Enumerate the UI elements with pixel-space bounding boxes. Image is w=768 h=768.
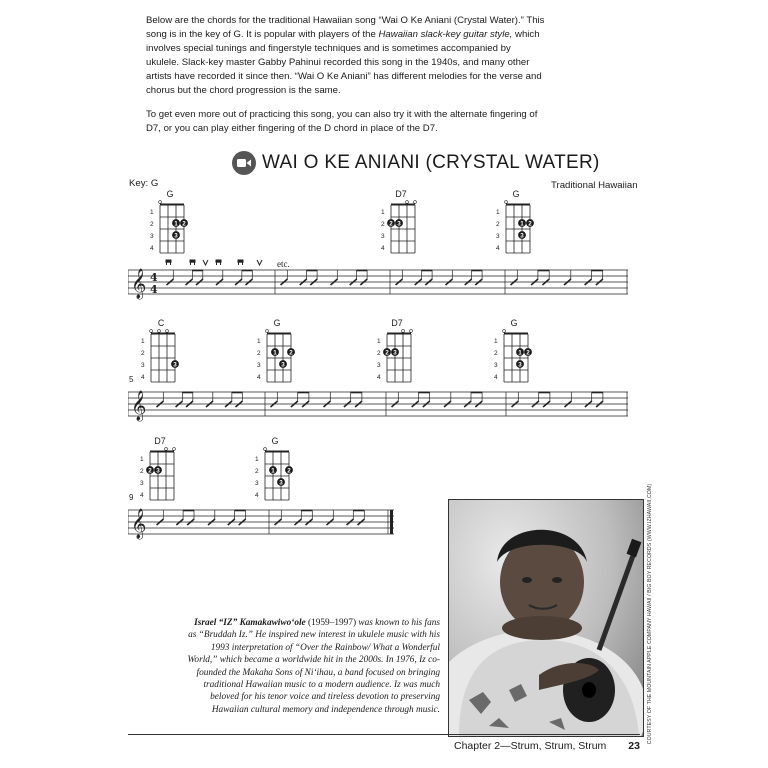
eighth-beam	[192, 270, 202, 272]
fret-label: 1	[150, 209, 154, 216]
eighth-beam	[351, 392, 362, 394]
finger-number: 3	[174, 232, 178, 240]
page-number: 23	[628, 740, 640, 752]
fret-label: 3	[255, 480, 259, 487]
chord-diagram	[253, 436, 297, 502]
fret-label: 2	[150, 221, 154, 228]
finger-number: 3	[173, 361, 177, 369]
fret-label: 3	[141, 362, 145, 369]
fret-label: 1	[494, 338, 498, 345]
nut	[265, 451, 289, 453]
open-string-marker	[414, 201, 417, 204]
eighth-beam	[242, 270, 252, 272]
finger-number: 1	[520, 220, 524, 228]
eighth-beam	[298, 392, 309, 394]
nut	[387, 333, 411, 335]
page-footer	[454, 740, 640, 752]
measure-number: 9	[129, 493, 134, 502]
finger-number: 2	[289, 349, 293, 357]
nut	[150, 451, 174, 453]
open-string-marker	[173, 448, 176, 451]
treble-clef-icon: 𝄞	[131, 509, 147, 539]
intro-emphasis: Hawaiian slack-key guitar style,	[378, 29, 513, 40]
chord-name: C	[157, 318, 165, 328]
fret-label: 3	[377, 362, 381, 369]
open-string-marker	[264, 448, 267, 451]
nut	[391, 204, 415, 206]
finger-number: 2	[287, 467, 291, 475]
intro-paragraph-1: Below are the chords for the traditional Hawaiian song “Wai O Ke Aniani (Crystal Water).” This song is in the key of G. It is popular with players of the Hawaiian slack-key guitar style, which involves special tunings and fingerstyle techniques and is sometimes accompanied by ukulele. Slack-key master Gabby Pahinui recorded this song in the 1940s, and many other artists have recorded it since then. “Wai O Ke Aniani” has different melodies for the verse and chorus but the chord progression is the same.	[146, 15, 545, 96]
time-signature	[150, 271, 158, 296]
fret-label: 4	[377, 374, 381, 381]
eighth-beam	[422, 270, 433, 272]
chapter-title: Chapter 2—Strum, Strum, Strum	[454, 740, 607, 752]
fret-label: 1	[140, 456, 144, 463]
chord-diagram	[255, 318, 299, 384]
fret-label: 3	[140, 480, 144, 487]
eighth-beam	[471, 392, 482, 394]
open-string-marker	[505, 201, 508, 204]
measure-number: 5	[129, 375, 134, 384]
finger-number: 3	[397, 220, 401, 228]
staff-system-1	[128, 258, 628, 302]
fret-label: 2	[381, 221, 385, 228]
fret-label: 1	[257, 338, 261, 345]
fret-label: 2	[377, 350, 381, 357]
fret-label: 3	[496, 233, 500, 240]
intro-text	[146, 14, 546, 146]
nut	[160, 204, 184, 206]
chord-diagram	[375, 318, 419, 384]
finger-number: 1	[271, 467, 275, 475]
photo-caption	[184, 617, 440, 716]
video-camera-icon[interactable]	[232, 151, 256, 175]
photo-credit: COURTESY OF THE MOUNTAIN APPLE COMPANY HAWAII / BIG BOY RECORDS (WWW.IZHAWAII.COM)	[647, 483, 653, 745]
strum-direction-marks	[166, 260, 262, 265]
fret-label: 1	[255, 456, 259, 463]
fret-label: 4	[381, 245, 385, 252]
fret-label: 4	[141, 374, 145, 381]
chord-diagram	[138, 436, 182, 502]
eighth-beam	[353, 510, 364, 512]
chord-name: D7	[395, 189, 407, 199]
fret-label: 1	[496, 209, 500, 216]
finger-number: 1	[273, 349, 277, 357]
fret-label: 1	[377, 338, 381, 345]
open-string-marker	[503, 330, 506, 333]
chord-diagram	[139, 318, 183, 384]
svg-text:4: 4	[150, 271, 158, 284]
final-barline	[390, 510, 393, 534]
fret-label: 4	[496, 245, 500, 252]
eighth-beam	[472, 270, 483, 272]
fret-label: 3	[150, 233, 154, 240]
song-title: WAI O KE ANIANI (CRYSTAL WATER)	[262, 152, 600, 173]
finger-number: 3	[281, 361, 285, 369]
finger-number: 2	[528, 220, 532, 228]
finger-number: 2	[526, 349, 530, 357]
eighth-beam	[539, 392, 550, 394]
caption-name: Israel “IZ” Kamakawiwo‘ole	[194, 618, 306, 628]
finger-number: 3	[156, 467, 160, 475]
fret-label: 2	[257, 350, 261, 357]
open-string-marker	[406, 201, 409, 204]
eighth-beam	[235, 510, 246, 512]
fret-label: 4	[150, 245, 154, 252]
song-title-block	[232, 150, 600, 176]
open-string-marker	[266, 330, 269, 333]
chord-name: D7	[154, 436, 166, 446]
photo-israel-kamakawiwoole	[448, 499, 644, 737]
chord-name: G	[166, 189, 174, 199]
attribution: Traditional Hawaiian	[551, 180, 638, 191]
staff-system-3	[128, 498, 398, 542]
nut	[151, 333, 175, 335]
fret-label: 4	[494, 374, 498, 381]
treble-clef-icon: 𝄞	[131, 269, 147, 299]
fret-label: 3	[494, 362, 498, 369]
eighth-beam	[232, 392, 242, 394]
eighth-beam	[182, 392, 192, 394]
fret-label: 2	[141, 350, 145, 357]
open-string-marker	[158, 330, 161, 333]
caption-text: was known to his fans as “Bruddah Iz.” He inspired new interest in ukulele music with his 1993 interpretation of “Over the Rainbow/ What a Wonderful World,” which became a worldwide hit in the 2000s. In 1976, Iz co-founded the Makaha Sons of Ni‘ihau, a band focused on bringing traditional Hawaiian music to a modern audience. Iz was much beloved for his tenor voice and tireless devotion to preserving Hawaiian cultural memory and independence through music.	[187, 618, 440, 715]
finger-number: 2	[148, 467, 152, 475]
fret-label: 4	[257, 374, 261, 381]
finger-number: 1	[518, 349, 522, 357]
open-string-marker	[166, 330, 169, 333]
fret-label: 3	[381, 233, 385, 240]
fret-label: 1	[381, 209, 385, 216]
chord-diagram	[148, 189, 192, 255]
fret-label: 1	[141, 338, 145, 345]
finger-number: 3	[518, 361, 522, 369]
key-label: Key: G	[129, 178, 159, 189]
fret-label: 4	[255, 492, 259, 499]
chord-diagram	[494, 189, 538, 255]
caption-years: (1959–1997)	[305, 618, 357, 628]
fret-label: 2	[255, 468, 259, 475]
treble-clef-icon: 𝄞	[131, 391, 147, 421]
etc-label: etc.	[277, 259, 290, 269]
eighth-beam	[307, 270, 318, 272]
open-string-marker	[402, 330, 405, 333]
eighth-beam	[183, 510, 194, 512]
fret-label: 2	[494, 350, 498, 357]
chord-name: G	[271, 436, 279, 446]
fret-label: 2	[496, 221, 500, 228]
open-string-marker	[410, 330, 413, 333]
nut	[267, 333, 291, 335]
footer-rule	[128, 734, 640, 735]
chord-name: D7	[391, 318, 403, 328]
eighth-beam	[418, 392, 429, 394]
finger-number: 3	[393, 349, 397, 357]
finger-number: 2	[385, 349, 389, 357]
eighth-beam	[591, 270, 602, 272]
intro-paragraph-2: To get even more out of practicing this song, you can also try it with the alternate fingering of D7, or you can play either fingering of the D chord in place of the D7.	[146, 109, 538, 134]
eighth-beam	[592, 392, 603, 394]
chord-diagram	[379, 189, 423, 255]
finger-number: 1	[174, 220, 178, 228]
nut	[504, 333, 528, 335]
finger-number: 2	[182, 220, 186, 228]
chord-name: G	[510, 318, 518, 328]
chord-diagram	[492, 318, 536, 384]
fret-label: 2	[140, 468, 144, 475]
chord-name: G	[273, 318, 281, 328]
eighth-beam	[301, 510, 312, 512]
eighth-beam	[357, 270, 368, 272]
open-string-marker	[150, 330, 153, 333]
fret-label: 3	[257, 362, 261, 369]
eighth-beam	[538, 270, 549, 272]
finger-number: 2	[389, 220, 393, 228]
fret-label: 4	[140, 492, 144, 499]
nut	[506, 204, 530, 206]
chord-name: G	[512, 189, 520, 199]
staff-system-2	[128, 380, 628, 424]
svg-text:4: 4	[150, 283, 158, 296]
finger-number: 3	[279, 479, 283, 487]
open-string-marker	[165, 448, 168, 451]
finger-number: 3	[520, 232, 524, 240]
open-string-marker	[159, 201, 162, 204]
